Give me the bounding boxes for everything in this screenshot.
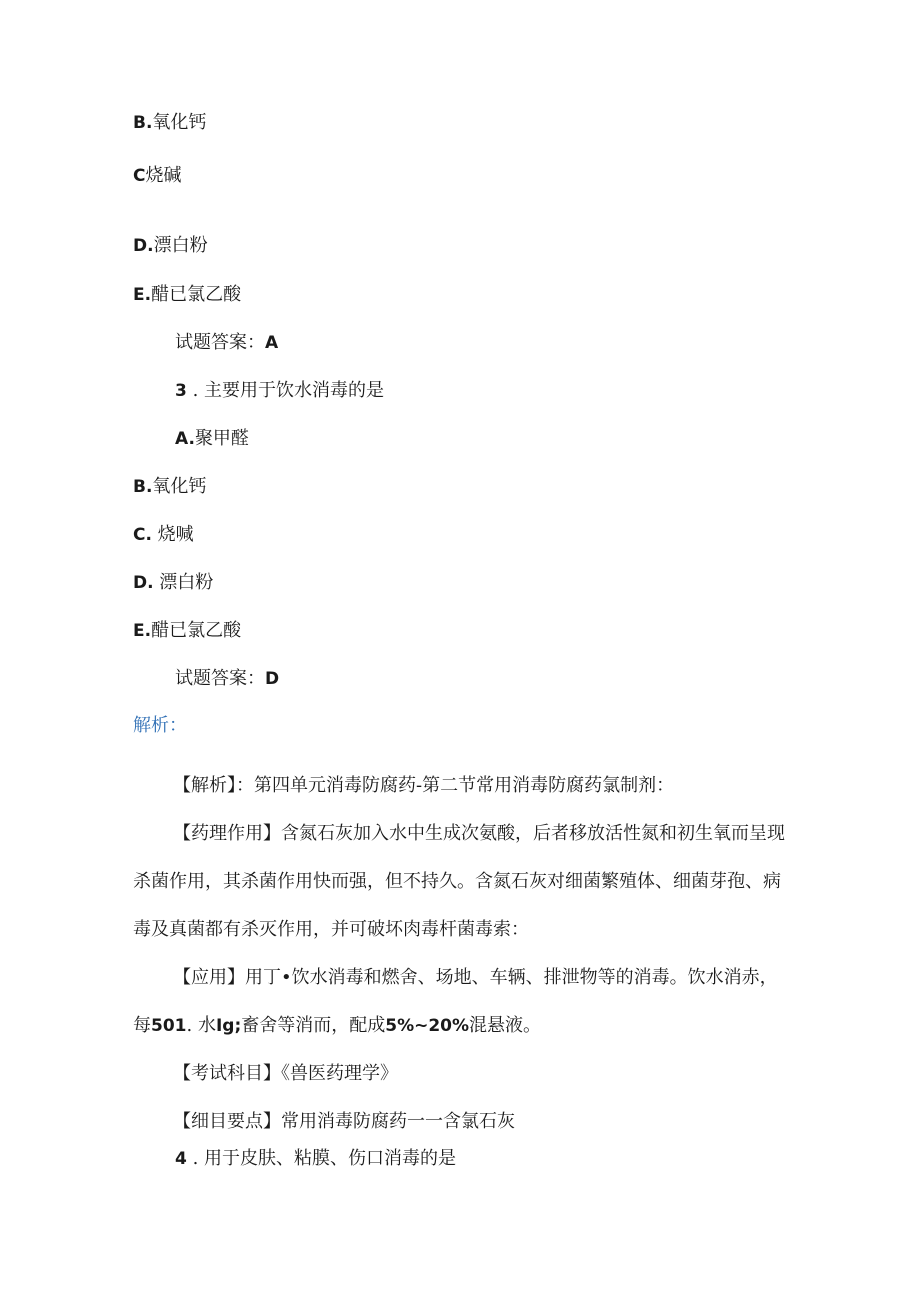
option-text: 氧化钙 bbox=[152, 112, 207, 133]
option-label: A. bbox=[175, 429, 195, 449]
option-label: D. bbox=[133, 236, 154, 256]
option-d bbox=[133, 234, 208, 258]
option-label: E. bbox=[133, 285, 152, 305]
option-text: 氧化钙 bbox=[152, 476, 207, 497]
answer-value: D bbox=[265, 669, 280, 689]
answer-value: A bbox=[265, 333, 279, 353]
option-e bbox=[133, 619, 241, 643]
answer-prefix: 试题答案： bbox=[175, 332, 265, 353]
application-percent: 5%~20% bbox=[385, 1016, 470, 1036]
question-text: . 主要用于饮水消毒的是 bbox=[192, 380, 385, 401]
option-e bbox=[133, 283, 241, 307]
option-label: E. bbox=[133, 621, 152, 641]
option-label: C. bbox=[133, 525, 152, 545]
answer-prefix: 试题答案： bbox=[175, 668, 265, 689]
application-text: . 水 bbox=[186, 1015, 216, 1036]
option-text: 烧喊 bbox=[151, 524, 194, 545]
option-text: 漂白粉 bbox=[153, 235, 208, 256]
option-label: B. bbox=[133, 477, 153, 497]
option-a bbox=[175, 427, 249, 451]
option-b bbox=[133, 111, 206, 135]
question-number: 3 bbox=[175, 381, 187, 401]
analysis-keypoint: 【细目要点】常用消毒防腐药一一含氯石灰 bbox=[173, 1111, 515, 1132]
option-text: 烧碱 bbox=[145, 165, 182, 186]
application-number: Ig; bbox=[215, 1016, 242, 1036]
analysis-intro: 【解析】：第四单元消毒防腐药-第二节常用消毒防腐药氯制剂： bbox=[173, 775, 675, 796]
option-d bbox=[133, 571, 213, 595]
analysis-subject: 【考试科目】《兽医药理学》 bbox=[173, 1063, 398, 1084]
application-text: 畜舍等消而，配成 bbox=[241, 1015, 386, 1036]
option-label: B. bbox=[133, 113, 153, 133]
analysis-pharmacology: 【药理作用】含氮石灰加入水中生成次氨酸，后者移放活性氮和初生氧而呈现杀菌作用，其杀菌作用快而强，但不持久。含氮石灰对细菌繁殖体、细菌芽孢、病毒及真菌都有杀灭作用，并可破坏肉毒杆菌毒索： bbox=[133, 823, 785, 940]
answer-line bbox=[175, 331, 278, 355]
option-label: D. bbox=[133, 573, 154, 593]
application-text: 【应用】用丁•饮水消毒和燃舍、场地、车辆、排泄物等的消毒。饮水消赤，每 bbox=[133, 967, 778, 1036]
option-b bbox=[133, 475, 206, 499]
question-number: 4 bbox=[175, 1149, 187, 1169]
option-text: 醋已氯乙酸 bbox=[151, 620, 242, 641]
application-number: 501 bbox=[151, 1016, 187, 1036]
analysis-heading: 解析： bbox=[133, 715, 187, 736]
option-c bbox=[133, 164, 181, 188]
question-stem bbox=[175, 1147, 456, 1171]
application-text: 混悬液。 bbox=[469, 1015, 542, 1036]
question-text: . 用于皮肤、粘膜、伤口消毒的是 bbox=[192, 1148, 457, 1169]
answer-line bbox=[175, 667, 279, 691]
option-c bbox=[133, 523, 194, 547]
option-label: C bbox=[133, 166, 146, 186]
option-text: 漂白粉 bbox=[153, 572, 214, 593]
analysis-application bbox=[133, 954, 788, 1050]
option-text: 醋已氯乙酸 bbox=[151, 284, 242, 305]
question-stem bbox=[175, 379, 384, 403]
option-text: 聚甲醛 bbox=[194, 428, 249, 449]
